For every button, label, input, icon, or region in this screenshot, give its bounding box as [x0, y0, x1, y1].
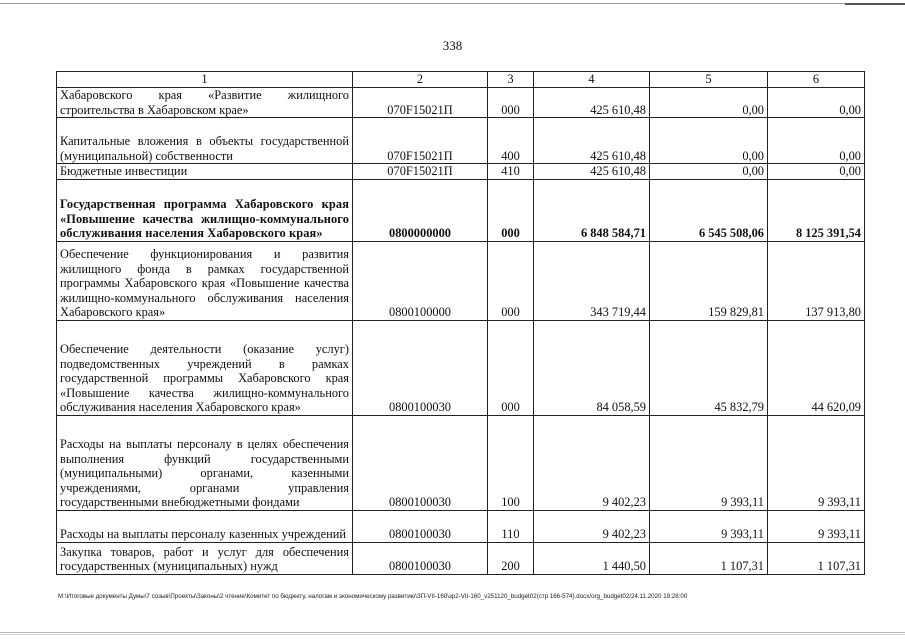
row-value-col4: 425 610,48: [534, 88, 650, 118]
row-value-col4: 9 402,23: [534, 510, 650, 542]
row-value-col5: 6 545 508,06: [650, 179, 768, 241]
table-row: [57, 510, 865, 542]
row-value-col4: 343 719,44: [534, 241, 650, 320]
row-name: Расходы на выплаты персоналу казенных учреждений: [57, 510, 353, 542]
row-value-col6: 0,00: [768, 88, 865, 118]
row-name: Бюджетные инвестиции: [57, 164, 353, 180]
row-value-col6: 8 125 391,54: [768, 179, 865, 241]
row-value-col4: 84 058,59: [534, 320, 650, 415]
table-row-program-total: [57, 179, 865, 241]
budget-table: [56, 71, 865, 575]
row-value-col6: 0,00: [768, 118, 865, 164]
row-value-col4: 425 610,48: [534, 164, 650, 180]
row-value-col6: 1 107,31: [768, 542, 865, 574]
row-value-col5: 1 107,31: [650, 542, 768, 574]
table-row: [57, 542, 865, 574]
row-value-col6: 9 393,11: [768, 415, 865, 510]
table-row: [57, 320, 865, 415]
bottom-rule: [0, 632, 905, 633]
row-expense-type: 000: [488, 88, 534, 118]
row-expense-type: 410: [488, 164, 534, 180]
row-value-col5: 9 393,11: [650, 415, 768, 510]
column-header: 2: [353, 72, 488, 88]
row-value-col5: 0,00: [650, 118, 768, 164]
row-target-code: 0800100000: [353, 241, 488, 320]
table-row: [57, 415, 865, 510]
row-target-code: 0800100030: [353, 510, 488, 542]
document-file-path: M:\Итоговые документы Думы\7 созыв\Проекты\Законы\2 чтение\Комитет по бюджету, налогам и экономическому развитию\ЗП-VII-160\зр2-VII-160_v251120_budget02(стр 166-574).docx/org_budget02/24.11.2020 19:28:00: [58, 593, 688, 600]
column-header: 5: [650, 72, 768, 88]
row-value-col6: 9 393,11: [768, 510, 865, 542]
row-expense-type: 400: [488, 118, 534, 164]
row-name: Обеспечение деятельности (оказание услуг) подведомственных учреждений в рамках государственной программы Хабаровского края «Повышение качества жилищно-коммунального обслуживания населения Хабаровского края»: [57, 320, 353, 415]
row-name: Государственная программа Хабаровского края «Повышение качества жилищно-коммунального обслуживания населения Хабаровского края»: [57, 179, 353, 241]
row-value-col6: 44 620,09: [768, 320, 865, 415]
row-value-col6: 137 913,80: [768, 241, 865, 320]
row-name: Расходы на выплаты персоналу в целях обеспечения выполнения функций государственными (муниципальными) органами, казенными учреждениями, органами управления государственными внебюджетными фондами: [57, 415, 353, 510]
row-value-col5: 0,00: [650, 164, 768, 180]
table-row: [57, 88, 865, 118]
row-target-code: 0800100030: [353, 542, 488, 574]
row-value-col5: 9 393,11: [650, 510, 768, 542]
column-header: 6: [768, 72, 865, 88]
table-row: [57, 241, 865, 320]
row-target-code: 070F15021П: [353, 164, 488, 180]
row-expense-type: 200: [488, 542, 534, 574]
bottom-rule-secondary: [0, 634, 905, 635]
row-target-code: 0800100030: [353, 320, 488, 415]
row-value-col4: 1 440,50: [534, 542, 650, 574]
row-name: Капитальные вложения в объекты государственной (муниципальной) собственности: [57, 118, 353, 164]
table-header-row: [57, 72, 865, 88]
row-expense-type: 000: [488, 179, 534, 241]
row-target-code: 070F15021П: [353, 88, 488, 118]
top-rule-accent: [845, 3, 905, 5]
column-header: 1: [57, 72, 353, 88]
row-value-col4: 9 402,23: [534, 415, 650, 510]
row-target-code: 0800000000: [353, 179, 488, 241]
column-header: 3: [488, 72, 534, 88]
row-name: Закупка товаров, работ и услуг для обеспечения государственных (муниципальных) нужд: [57, 542, 353, 574]
row-target-code: 0800100030: [353, 415, 488, 510]
table-row: [57, 118, 865, 164]
row-expense-type: 000: [488, 241, 534, 320]
row-value-col5: 45 832,79: [650, 320, 768, 415]
row-name: Хабаровского края «Развитие жилищного строительства в Хабаровском крае»: [57, 88, 353, 118]
top-rule: [0, 3, 905, 4]
row-value-col6: 0,00: [768, 164, 865, 180]
row-value-col5: 159 829,81: [650, 241, 768, 320]
page-number: 338: [442, 38, 463, 53]
row-value-col4: 6 848 584,71: [534, 179, 650, 241]
row-expense-type: 100: [488, 415, 534, 510]
row-value-col4: 425 610,48: [534, 118, 650, 164]
table-row: [57, 164, 865, 180]
row-expense-type: 000: [488, 320, 534, 415]
row-target-code: 070F15021П: [353, 118, 488, 164]
column-header: 4: [534, 72, 650, 88]
row-value-col5: 0,00: [650, 88, 768, 118]
row-expense-type: 110: [488, 510, 534, 542]
row-name: Обеспечение функционирования и развития жилищного фонда в рамках государственной программы Хабаровского края «Повышение качества жилищно-коммунального обслуживания населения Хабаровского края»: [57, 241, 353, 320]
